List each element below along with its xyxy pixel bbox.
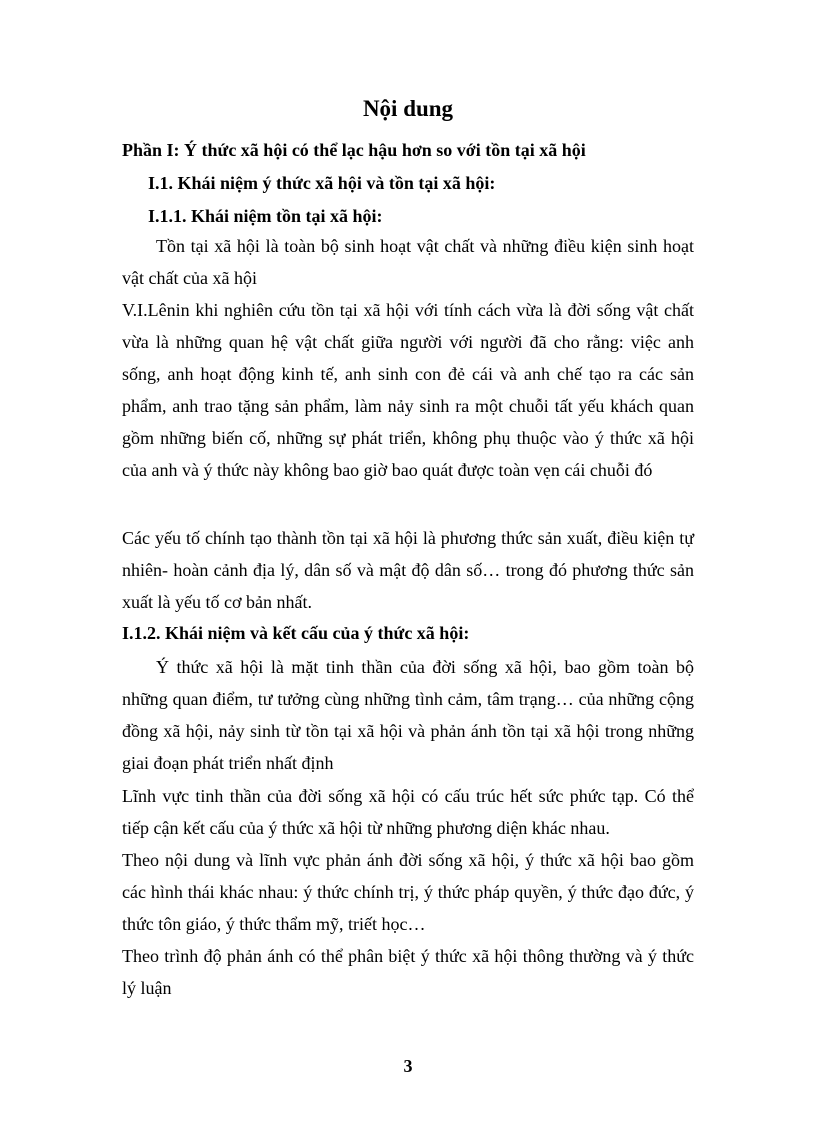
paragraph-forms-of-consciousness: Theo nội dung và lĩnh vực phản ánh đời sống xã hội, ý thức xã hội bao gồm các hình thái khác nhau: ý thức chính trị, ý thức pháp quyền, ý thức đạo đức, ý thức tôn giáo, ý thức thẩm mỹ, triết học… (122, 850, 694, 934)
page-title: Nội dung (362, 96, 454, 121)
part-1-heading: Phần I: Ý thức xã hội có thể lạc hậu hơn so với tồn tại xã hội (122, 140, 586, 160)
paragraph-levels-of-reflection: Theo trình độ phản ánh có thể phân biệt ý thức xã hội thông thường và ý thức lý luận (122, 946, 694, 998)
paragraph-lenin-quote: V.I.Lênin khi nghiên cứu tồn tại xã hội với tính cách vừa là đời sống vật chất vừa là những quan hệ vật chất giữa người với người đã cho rằng: việc anh sống, anh hoạt động kinh tế, anh sinh con đẻ cái và anh chế tạo ra các sản phẩm, anh trao tặng sản phẩm, làm nảy sinh ra một chuỗi tất yếu khách quan gồm những biến cố, những sự phát triển, không phụ thuộc vào ý thức xã hội của anh và ý thức này không bao giờ bao quát được toàn vẹn cái chuỗi đó (122, 300, 694, 480)
paragraph-social-consciousness-definition: Ý thức xã hội là mặt tinh thần của đời sống xã hội, bao gồm toàn bộ những quan điểm, tư tưởng cùng những tình cảm, tâm trạng… của những cộng đồng xã hội, nảy sinh từ tồn tại xã hội và phản ánh tồn tại xã hội trong những giai đoạn phát triển nhất định (122, 657, 694, 773)
section-1-1-1-heading: I.1.1. Khái niệm tồn tại xã hội: (148, 206, 383, 226)
paragraph-spiritual-structure: Lĩnh vực tinh thần của đời sống xã hội có cấu trúc hết sức phức tạp. Có thể tiếp cận kết cấu của ý thức xã hội từ những phương diện khác nhau. (122, 786, 694, 838)
paragraph-social-existence-definition: Tồn tại xã hội là toàn bộ sinh hoạt vật chất và những điều kiện sinh hoạt vật chất của xã hội (122, 236, 694, 288)
paragraph-social-existence-factors: Các yếu tố chính tạo thành tồn tại xã hội là phương thức sản xuất, điều kiện tự nhiên- hoàn cảnh địa lý, dân số và mật độ dân số… trong đó phương thức sản xuất là yếu tố cơ bản nhất. (122, 528, 694, 612)
section-1-1-2-heading: I.1.2. Khái niệm và kết cấu của ý thức xã hội: (122, 623, 470, 643)
page-number: 3 (403, 1056, 413, 1076)
section-1-1-heading: I.1. Khái niệm ý thức xã hội và tồn tại xã hội: (148, 173, 496, 193)
